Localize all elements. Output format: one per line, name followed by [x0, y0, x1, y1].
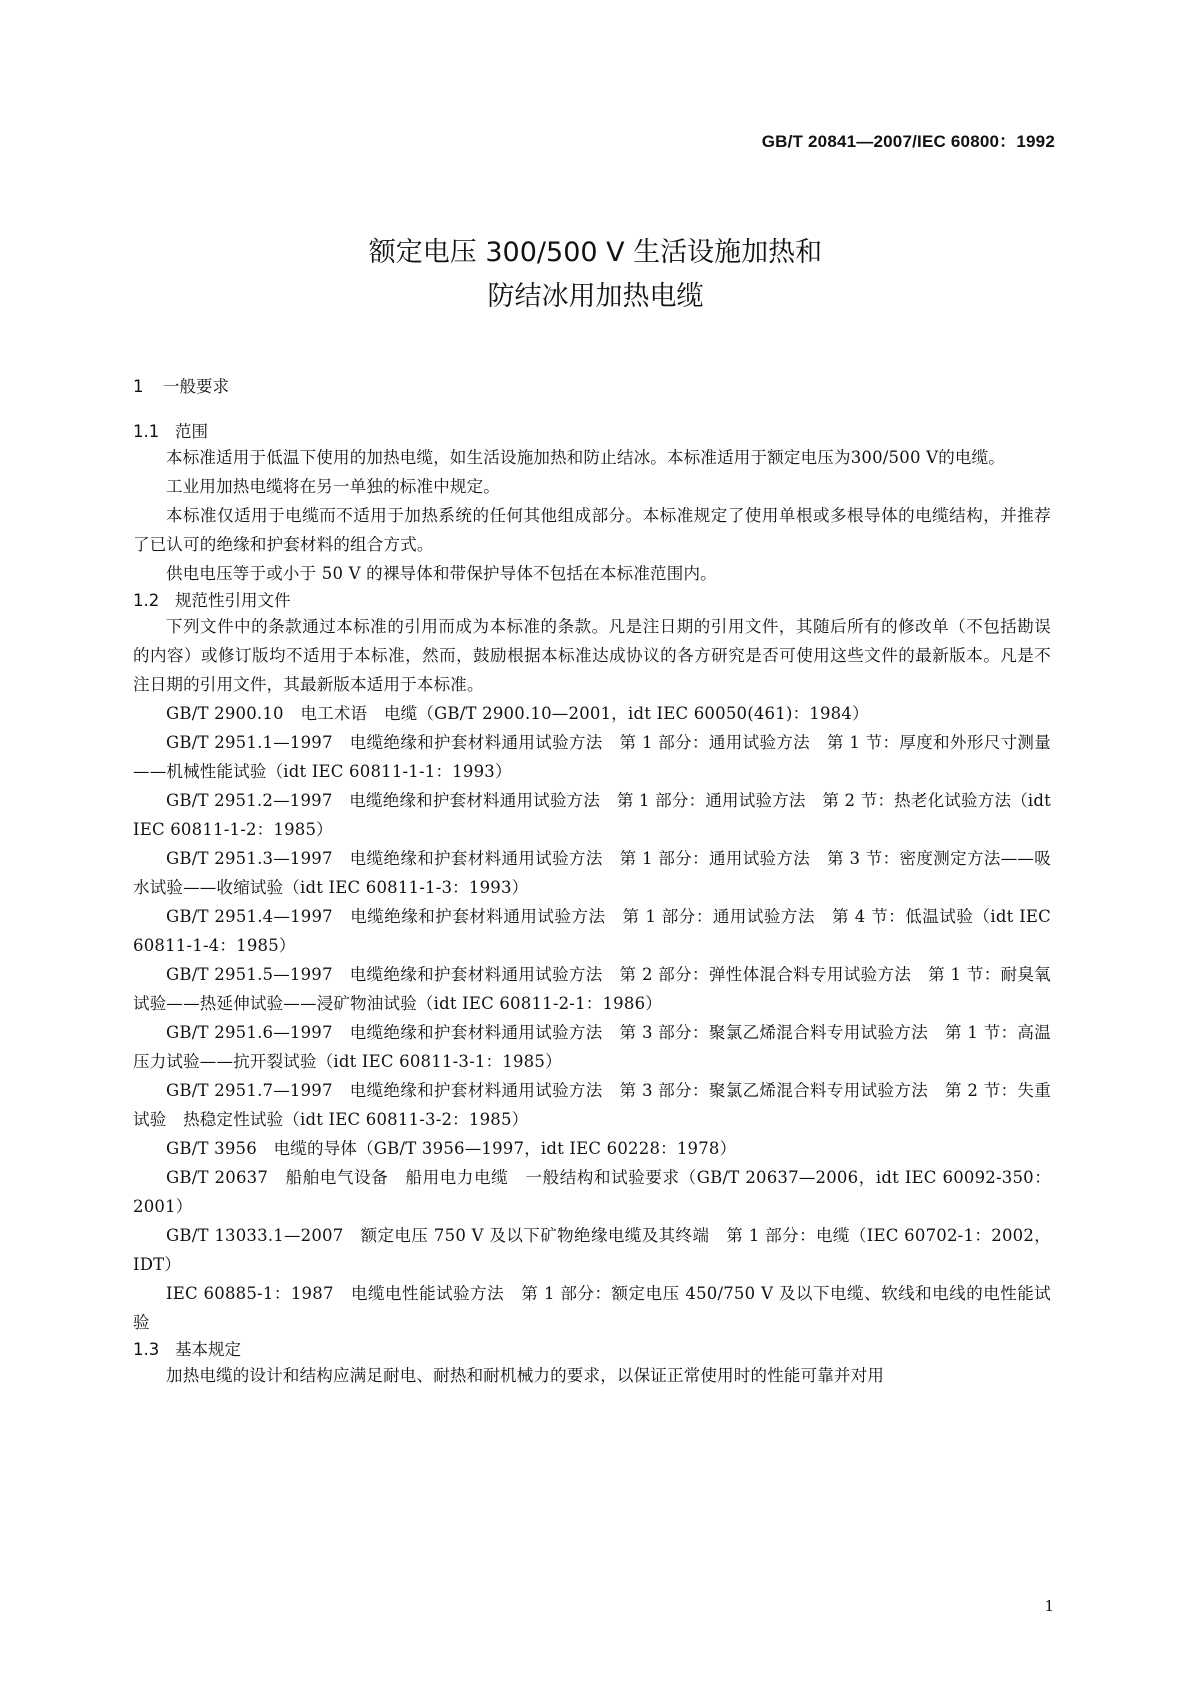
reference-item: GB/T 2951.7—1997 电缆绝缘和护套材料通用试验方法 第 3 部分：聚氯乙烯混合料专用试验方法 第 2 节：失重试验 热稳定性试验（idt IEC 60811-3-2：1985） — [133, 1081, 1051, 1129]
document-body — [133, 376, 1051, 1390]
section-heading-1-3 — [133, 1339, 1051, 1361]
section-heading-1 — [133, 376, 1051, 398]
reference-item: GB/T 2951.4—1997 电缆绝缘和护套材料通用试验方法 第 1 部分：通用试验方法 第 4 节：低温试验（idt IEC 60811-1-4：1985） — [133, 907, 1051, 955]
reference-item: IEC 60885-1：1987 电缆电性能试验方法 第 1 部分：额定电压 450/750 V 及以下电缆、软线和电线的电性能试验 — [133, 1284, 1051, 1332]
reference-item: GB/T 2900.10 电工术语 电缆（GB/T 2900.10—2001，idt IEC 60050(461)：1984） — [166, 704, 869, 723]
document-title-line-2: 防结冰用加热电缆 — [487, 281, 704, 312]
section-label: 基本规定 — [175, 1340, 241, 1359]
references-intro-paragraph: 下列文件中的条款通过本标准的引用而成为本标准的条款。凡是注日期的引用文件，其随后所有的修改单（不包括勘误的内容）或修订版均不适用于本标准，然而，鼓励根据本标准达成协议的各方研究是否可使用这些文件的最新版本。凡是不注日期的引用文件，其最新版本适用于本标准。 — [133, 617, 1051, 694]
section-label: 规范性引用文件 — [175, 591, 291, 610]
scope-paragraph-3: 本标准仅适用于电缆而不适用于加热系统的任何其他组成部分。本标准规定了使用单根或多根导体的电缆结构，并推荐了已认可的绝缘和护套材料的组合方式。 — [133, 506, 1051, 554]
section-number: 1 — [133, 377, 144, 396]
reference-item: GB/T 13033.1—2007 额定电压 750 V 及以下矿物绝缘电缆及其终端 第 1 部分：电缆（IEC 60702-1：2002，IDT） — [133, 1226, 1051, 1274]
scope-paragraph-1: 本标准适用于低温下使用的加热电缆，如生活设施加热和防止结冰。本标准适用于额定电压为300/500 V的电缆。 — [166, 448, 1006, 467]
section-heading-1-2 — [133, 590, 1051, 612]
reference-item: GB/T 20637 船舶电气设备 船用电力电缆 一般结构和试验要求（GB/T 20637—2006，idt IEC 60092-350：2001） — [133, 1168, 1051, 1216]
section-number: 1.3 — [133, 1340, 160, 1359]
section-heading-1-1 — [133, 421, 1051, 443]
reference-item: GB/T 3956 电缆的导体（GB/T 3956—1997，idt IEC 60228：1978） — [166, 1139, 737, 1158]
page-number: 1 — [1044, 1597, 1054, 1615]
document-title-line-1: 额定电压 300/500 V 生活设施加热和 — [368, 237, 823, 268]
scope-paragraph-4: 供电电压等于或小于 50 V 的裸导体和带保护导体不包括在本标准范围内。 — [166, 564, 717, 583]
basic-rules-paragraph: 加热电缆的设计和结构应满足耐电、耐热和耐机械力的要求，以保证正常使用时的性能可靠并对用 — [166, 1366, 885, 1385]
section-label: 一般要求 — [163, 377, 229, 396]
reference-item: GB/T 2951.1—1997 电缆绝缘和护套材料通用试验方法 第 1 部分：通用试验方法 第 1 节：厚度和外形尺寸测量——机械性能试验（idt IEC 60811-1-1：1993） — [133, 733, 1051, 781]
reference-item: GB/T 2951.5—1997 电缆绝缘和护套材料通用试验方法 第 2 部分：弹性体混合料专用试验方法 第 1 节：耐臭氧试验——热延伸试验——浸矿物油试验（idt IEC 60811-2-1：1986） — [133, 965, 1051, 1013]
standard-code-header: GB/T 20841—2007/IEC 60800：1992 — [761, 132, 1055, 151]
section-number: 1.1 — [133, 422, 160, 441]
section-number: 1.2 — [133, 591, 160, 610]
reference-item: GB/T 2951.2—1997 电缆绝缘和护套材料通用试验方法 第 1 部分：通用试验方法 第 2 节：热老化试验方法（idt IEC 60811-1-2：1985） — [133, 791, 1051, 839]
section-label: 范围 — [175, 422, 208, 441]
reference-item: GB/T 2951.6—1997 电缆绝缘和护套材料通用试验方法 第 3 部分：聚氯乙烯混合料专用试验方法 第 1 节：高温压力试验——抗开裂试验（idt IEC 60811-3-1：1985） — [133, 1023, 1051, 1071]
scope-paragraph-2: 工业用加热电缆将在另一单独的标准中规定。 — [166, 477, 500, 496]
reference-item: GB/T 2951.3—1997 电缆绝缘和护套材料通用试验方法 第 1 部分：通用试验方法 第 3 节：密度测定方法——吸水试验——收缩试验（idt IEC 60811-1-3：1993） — [133, 849, 1051, 897]
